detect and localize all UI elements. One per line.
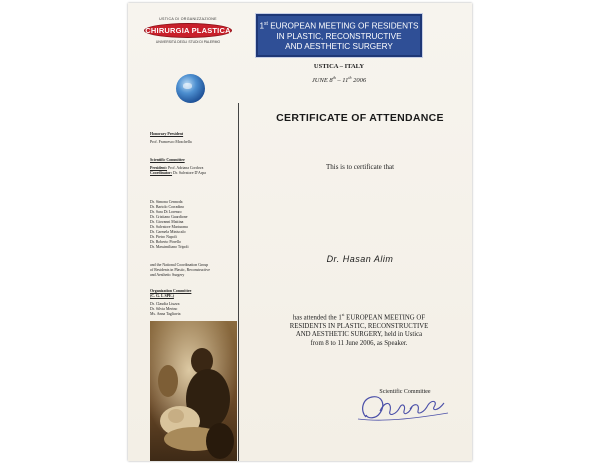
list-item: Dr. Salvatore Marturana	[150, 225, 188, 229]
handwritten-signature	[352, 389, 452, 425]
scientific-heading: Scientific Committee	[150, 158, 185, 162]
certificate-title: CERTIFICATE OF ATTENDANCE	[276, 112, 444, 124]
list-item: Dr. Simona Cennoda	[150, 200, 183, 204]
list-item: Dr. Cristiano Guardione	[150, 215, 188, 219]
coordinator-line: Coordinator: Dr. Salvatore D'Arpa	[150, 171, 206, 175]
list-item: Dr. Pietro Napoli	[150, 235, 177, 239]
banner-line-1: 1st EUROPEAN MEETING OF RESIDENTS	[259, 21, 419, 31]
honorary-president-block	[150, 132, 234, 145]
list-item: Dr. Sara Di Lorenzo	[150, 210, 182, 214]
list-item: Dr. Carmela Miniscalo	[150, 230, 186, 234]
national-group-note: and the National Coordination Group of Residents in Plastic, Reconstructive and Aesthetic Surgery	[150, 263, 210, 277]
honorary-heading: Honorary President	[150, 132, 184, 136]
list-item: Dr. Silvia Merino	[150, 307, 178, 311]
list-item: Ms. Anna Tagliavia	[150, 312, 181, 316]
chirurgia-plastica-logo	[136, 17, 240, 77]
banner-line-3: AND AESTHETIC SURGERY	[285, 41, 393, 51]
logo-bottom-text: UNIVERSITÀ DEGLI STUDI DI PALERMO	[155, 40, 221, 44]
list-item: Dr. Massimiliano Tripoli	[150, 245, 189, 249]
event-dates: JUNE 8th – 11th 2006	[311, 75, 367, 85]
organization-committee-block	[150, 289, 234, 317]
decorative-painting	[150, 321, 237, 461]
banner-line-2: IN PLASTIC, RECONSTRUCTIVE	[276, 31, 402, 41]
list-item: Dr. Claudia Liuzza	[150, 302, 180, 306]
list-item: Dr. Roberto Pirrello	[150, 240, 182, 244]
organization-subheading: (C. G. I. SPE.)	[150, 294, 174, 298]
list-item: Dr. Bartolo Corradino	[150, 205, 185, 209]
logo-top-text: USTICA DI ORGANIZZAZIONE	[159, 17, 217, 21]
attendance-statement: has attended the 1st EUROPEAN MEETING OF RESIDENTS IN PLASTIC, RECONSTRUCTIVE AND AESTHETIC SURGERY, held in Ustica from 8 to 11 June 2006, as Speaker.	[289, 312, 429, 348]
honorary-name: Prof. Francesco Moschella	[150, 140, 192, 144]
event-location: USTICA – ITALY	[313, 63, 365, 70]
committee-members-list	[150, 200, 234, 250]
column-divider	[238, 103, 239, 461]
list-item: Dr. Giovanni Mattina	[150, 220, 184, 224]
organization-heading: Organization Committee	[150, 289, 192, 293]
scientific-committee-block	[150, 158, 234, 176]
signatory-label: Scientific Committee	[379, 389, 431, 395]
logo-badge	[144, 23, 232, 38]
president-line: President: Prof. Adriana Cordova	[150, 166, 204, 170]
certificate-intro: This is to certificate that	[325, 163, 395, 171]
event-banner	[256, 14, 422, 57]
globe-icon	[176, 74, 205, 103]
certificate-page	[128, 3, 472, 461]
logo-main-text: CHIRURGIA PLASTICA	[145, 26, 231, 35]
recipient-name: Dr. Hasan Alim	[326, 254, 394, 264]
